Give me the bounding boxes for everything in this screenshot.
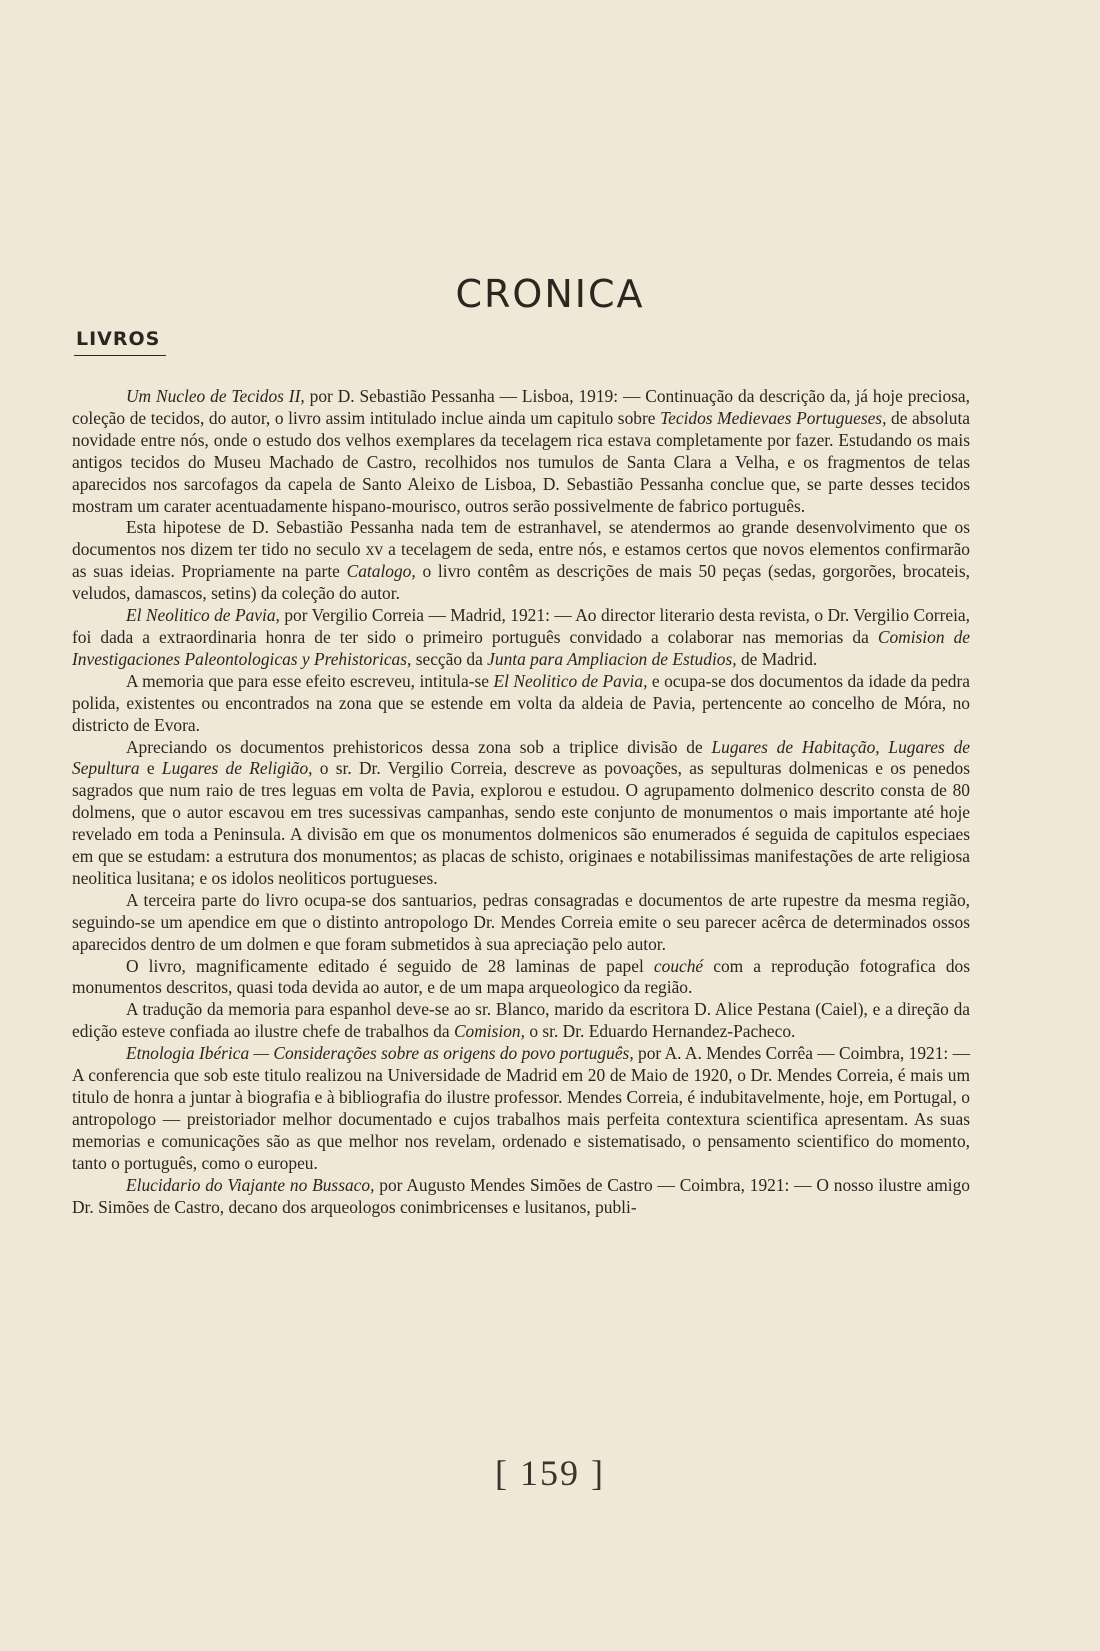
text-run: por Augusto Mendes Simões de Castro — Coimbra, 1921: — O nosso ilustre amigo Dr. Simões de Castro, decano dos arqueologos conimbricenses e lusitanos, publi-: [72, 1174, 971, 1217]
page-number: [ 159 ]: [495, 1453, 605, 1493]
italic-title: Lugares de Religião,: [161, 758, 313, 779]
paragraph: [72, 956, 970, 1000]
italic-title: Um Nucleo de Tecidos II,: [126, 386, 305, 406]
page-title: CRONICA: [455, 272, 645, 316]
text-run: com a reprodução fotografica dos monumentos descritos, quasi toda devida ao autor, e de um mapa arqueologico da região.: [72, 955, 970, 998]
paragraph: [72, 517, 970, 605]
paragraph: [72, 605, 970, 671]
text-run: o livro contêm as descrições de mais 50 peças (sedas, gorgorões, brocateis, veludos, damascos, setins) da coleção do autor.: [72, 561, 970, 604]
text-run: O livro, magnificamente editado é seguido de 28 laminas de papel: [126, 955, 654, 976]
italic-title: couché: [653, 955, 704, 976]
italic-title: Catalogo,: [346, 561, 416, 582]
paragraph: [72, 386, 970, 517]
article-body: [72, 386, 970, 1218]
text-run: Apreciando os documentos prehistoricos dessa zona sob a triplice divisão de: [126, 736, 712, 757]
text-run: Esta hipotese de D. Sebastião Pessanha nada tem de estranhavel, se atendermos ao grande desenvolvimento que os documentos nos dizem ter tido no seculo xv a tecelagem de seda, entre nós, e estamos certos que novos elementos confirmarão as suas ideias. Propriamente na parte: [72, 517, 970, 582]
italic-title: El Neolitico de Pavia,: [126, 605, 280, 626]
italic-title: Comision de Investigaciones Paleontologicas y Prehistoricas,: [72, 626, 971, 669]
section-heading: LIVROS: [76, 328, 161, 350]
italic-title: Etnologia Ibérica — Considerações sobre as origens do povo português,: [126, 1043, 634, 1064]
text-run: por Vergilio Correia — Madrid, 1921: — Ao director literario desta revista, o Dr. Vergilio Correia, foi dada a extraordinaria honra de ter sido o primeiro português convidado a colaborar nas memorias da: [72, 605, 970, 647]
section-underline: [74, 355, 166, 356]
italic-title: Comision,: [453, 1021, 525, 1042]
paragraph: [72, 999, 970, 1043]
text-run: o sr. Dr. Eduardo Hernandez-Pacheco.: [524, 1021, 796, 1042]
text-run: o sr. Dr. Vergilio Correia, descreve as povoações, as sepulturas dolmenicas e os penedos sagrados que num raio de tres leguas em volta de Pavia, explorou e estudou. O agrupamento dolmenico descrito consta de 80 dolmens, que o autor escavou em tres sucessivas campanhas, sendo este conjunto de monumentos o mais importante até hoje revelado em toda a Peninsula. A divisão em que os monumentos dolmenicos são enumerados é seguida de capitulos especiaes em que se estudam: a estrutura dos monumentos; as placas de schisto, originaes e notabilissimas manifestações de arte religiosa neolitica lusitana; e os idolos neoliticos portugueses.: [72, 758, 970, 888]
paragraph: [72, 890, 970, 956]
italic-title: El Neolitico de Pavia,: [493, 670, 648, 691]
text-run: A memoria que para esse efeito escreveu, intitula-se: [126, 670, 494, 691]
italic-title: Tecidos Medievaes Portugueses,: [660, 407, 887, 428]
text-run: de absoluta novidade entre nós, onde o estudo dos velhos exemplares da tecelagem rica estava completamente por fazer. Estudando os mais antigos tecidos do Museu Machado de Castro, recolhidos nos tumulos de Santa Clara a Velha, e os fragmentos de telas aparecidos nos sarcofagos da capela de Santo Aleixo de Lisboa, D. Sebastião Pessanha conclue que, se parte desses tecidos mostram um carater acentuadamente hispano-mourisco, outros serão possivelmente de fabrico português.: [72, 407, 970, 516]
text-run: A tradução da memoria para espanhol deve-se ao sr. Blanco, marido da escritora D. Alice Pestana (Caiel), e a direção da edição esteve confiada ao ilustre chefe de trabalhos da: [72, 999, 970, 1042]
italic-title: Elucidario do Viajante no Bussaco,: [126, 1174, 375, 1195]
paragraph: [72, 1043, 970, 1174]
italic-title: Junta para Ampliacion de Estudios,: [487, 648, 737, 669]
paragraph: [72, 737, 970, 890]
text-run: A terceira parte do livro ocupa-se dos santuarios, pedras consagradas e documentos de arte rupestre da mesma região, seguindo-se um apendice em que o distinto antropologo Dr. Mendes Correia emite o seu parecer acêrca de determinados ossos aparecidos dentro de um dolmen e que foram submetidos à sua apreciação pelo autor.: [72, 889, 970, 954]
italic-title: Lugares de Habitação, Lugares de Sepultura: [72, 736, 970, 779]
text-run: por D. Sebastião Pessanha — Lisboa, 1919: — Continuação da descrição da, já hoje preciosa, coleção de tecidos, do autor, o livro assim intitulado inclue ainda um capitulo sobre: [72, 386, 970, 428]
paragraph: [72, 1175, 970, 1219]
paragraph: [72, 671, 970, 737]
text-run: e ocupa-se dos documentos da idade da pedra polida, existentes ou encontrados na zona que se estende em volta da aldeia de Pavia, pertencente ao concelho de Móra, no districto de Evora.: [72, 670, 971, 735]
text-run: e: [139, 758, 162, 779]
text-run: por A. A. Mendes Corrêa — Coimbra, 1921: — A conferencia que sob este titulo realizou na Universidade de Madrid em 20 de Maio de 1920, o Dr. Mendes Correia, é mais um titulo de honra a juntar à biografia e à bibliografia do ilustre professor. Mendes Correia, é indubitavelmente, hoje, em Portugal, o antropologo — preistoriador melhor documentado e cujos trabalhos mais perfeita contextura scientifica apresentam. As suas memorias e comunicações são as que melhor nos revelam, ordenado e sistematisado, o pensamento scientifico do momento, tanto o português, como o europeu.: [72, 1043, 970, 1173]
text-run: de Madrid.: [736, 648, 818, 669]
text-run: secção da: [411, 648, 488, 669]
